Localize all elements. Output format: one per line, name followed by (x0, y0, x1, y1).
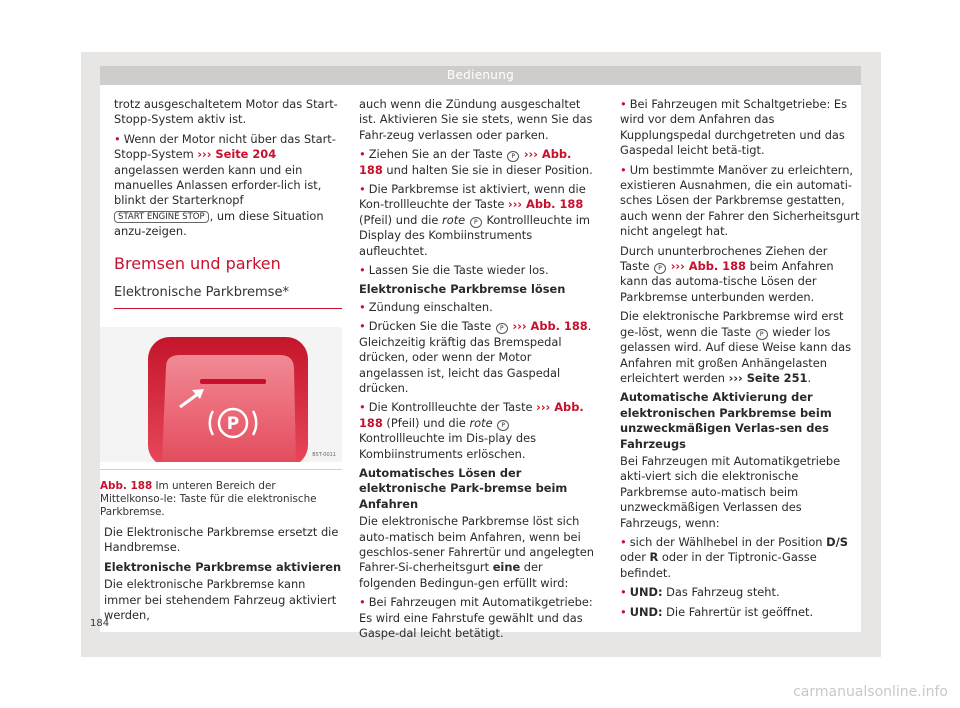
bullet-item: • Die Kontrollleuchte der Taste ››› Abb. 188 (Pfeil) und die rote P Kontrollleuchte im Dis-play des Kombiinstruments erlöschen. (359, 400, 584, 461)
bullet-icon: • (620, 534, 627, 549)
page-link[interactable]: ››› Seite 251 (728, 370, 808, 385)
bullet-icon: • (359, 400, 366, 415)
bullet-icon: • (620, 162, 627, 177)
figure-number: Abb. 188 (100, 480, 153, 492)
paragraph: Bei Fahrzeugen mit Automatikgetriebe akti-viert sich die elektronische Parkbremse auto-matisch beim unzweckmäßigen Verlassen des Fahrzeugs, wenn: (620, 453, 841, 530)
watermark: carmanualsonline.info (793, 684, 948, 700)
figure-parking-brake (100, 327, 342, 462)
figure-link[interactable]: ››› Abb. 188 (512, 319, 588, 334)
paragraph: Die elektronische Parkbremse kann immer bei stehendem Fahrzeug aktiviert werden, (104, 577, 337, 623)
section-header: Bedienung (100, 66, 861, 85)
bullet-item: • Lassen Sie die Taste wieder los. (359, 263, 549, 278)
parking-brake-icon: P (470, 217, 482, 228)
paragraph: Die elektronische Parkbremse wird erst ge-löst, wenn die Taste P wieder los gelassen wird. Auf diese Weise kann das Anfahren mit großen Anhängelasten erleichtert werden ››› Seite 251. (620, 309, 852, 385)
bullet-item: • Drücken Sie die Taste P ››› Abb. 188. Gleichzeitig kräftig das Bremspedal drücken, oder wenn der Motor angelassen ist, leicht das Gaspedal drücken. (359, 319, 592, 395)
parking-brake-icon: P (497, 420, 509, 431)
column-2 (359, 97, 597, 645)
figure-code: B5T-0011 (312, 452, 336, 458)
subheading: Automatisches Lösen der elektronische Park-bremse beim Anfahren (359, 465, 568, 511)
paragraph: trotz ausgeschaltetem Motor das Start-Stopp-System aktiv ist. (114, 97, 338, 127)
column-1 (114, 97, 342, 313)
bullet-icon: • (620, 604, 627, 619)
bullet-icon: • (359, 263, 366, 278)
parking-brake-icon: P (507, 151, 519, 162)
parking-brake-icon: P (654, 263, 666, 274)
subsection-heading: Elektronische Parkbremse* (114, 284, 342, 309)
bullet-icon: • (359, 319, 366, 334)
bullet-icon: • (359, 182, 366, 197)
bullet-item: • UND: Das Fahrzeug steht. (620, 585, 780, 600)
section-heading: Bremsen und parken (114, 253, 281, 273)
bullet-icon: • (359, 595, 366, 610)
bullet-icon: • (620, 97, 627, 111)
bullet-item: • Die Parkbremse ist aktiviert, wenn die Kon-trollleuchte der Taste ››› Abb. 188 (Pfeil) und die rote P Kontrollleuchte im Display des Kombiinstruments aufleuchtet. (359, 182, 590, 258)
paragraph: Die elektronische Parkbremse löst sich auto-matisch beim Anfahren, wenn bei geschlos-sener Fahrertür und angelegten Fahrer-Si-cherheitsgurt eine der folgenden Bedingun-gen erfüllt wird: (359, 514, 594, 590)
page-number: 184 (90, 618, 110, 629)
bullet-item: • Um bestimmte Manöver zu erleichtern, existieren Ausnahmen, die ein automati-sches Lösen der Parkbremse gestatten, auch wenn der Fahrer den Sicherheitsgurt nicht angelegt hat. (620, 162, 860, 239)
subheading: Elektronische Parkbremse aktivieren (104, 559, 342, 574)
bullet-item: • Ziehen Sie an der Taste P ››› Abb. 188 und halten Sie sie in dieser Position. (359, 147, 593, 177)
figure-link[interactable]: ››› Abb. 188 (359, 400, 584, 430)
start-engine-stop-key: START ENGINE STOP (114, 211, 209, 223)
parking-brake-icon: P (756, 329, 768, 340)
caption-divider (100, 469, 342, 470)
page-link[interactable]: ››› Seite 204 (197, 147, 277, 162)
column-1-lower (104, 525, 342, 627)
column-3 (620, 97, 860, 624)
subheading: Elektronische Parkbremse lösen (359, 282, 566, 297)
bullet-item: • UND: Die Fahrertür ist geöffnet. (620, 604, 814, 619)
figure-caption: Abb. 188 Im unteren Bereich der Mittelkonso-le: Taste für die elektronische Parkbremse. (100, 480, 317, 518)
subheading: Automatische Aktivierung der elektronischen Parkbremse beim unzweckmäßigen Verlas-sen des Fahrzeugs (620, 390, 832, 451)
parking-brake-icon: P (496, 323, 508, 334)
figure-link[interactable]: ››› Abb. 188 (359, 147, 572, 177)
bullet-item: • Zündung einschalten. (359, 299, 493, 314)
figure-link[interactable]: ››› Abb. 188 (670, 259, 746, 274)
bullet-icon: • (359, 299, 366, 314)
figure-link[interactable]: ››› Abb. 188 (508, 197, 584, 212)
bullet-item: • sich der Wählhebel in der Position D/S oder R oder in der Tiptronic-Gasse befindet. (620, 534, 848, 580)
parking-brake-button-image (100, 327, 342, 462)
bullet-item: • Bei Fahrzeugen mit Automatikgetriebe: Es wird eine Fahrstufe gewählt und das Gaspe-dal leicht betätigt. (359, 595, 593, 640)
bullet-icon: • (114, 131, 121, 146)
park-letter: P (226, 414, 240, 434)
bullet-icon: • (620, 585, 627, 600)
paragraph: Die Elektronische Parkbremse ersetzt die Handbremse. (104, 525, 339, 555)
bullet-item: • Wenn der Motor nicht über das Start-Stopp-System ››› Seite 204 angelassen werden kann und ein manuelles Anlassen erforder-lich ist, blinkt der Starterknopf START ENGINE STOP , um diese Situation anzu-zeigen. (114, 131, 336, 239)
bullet-item: • Bei Fahrzeugen mit Schaltgetriebe: Es wird vor dem Anfahren das Kupplungspedal durchgetreten und das Gaspedal leicht betä-tigt. (620, 97, 848, 158)
paragraph: Durch ununterbrochenes Ziehen der Taste P ››› Abb. 188 beim Anfahren kann das automa-tische Lösen der Parkbremse unterbunden werden. (620, 243, 834, 304)
bullet-icon: • (359, 147, 366, 162)
paragraph: auch wenn die Zündung ausgeschaltet ist. Aktivieren Sie sie stets, wenn Sie das Fahr-zeug verlassen oder parken. (359, 97, 593, 142)
